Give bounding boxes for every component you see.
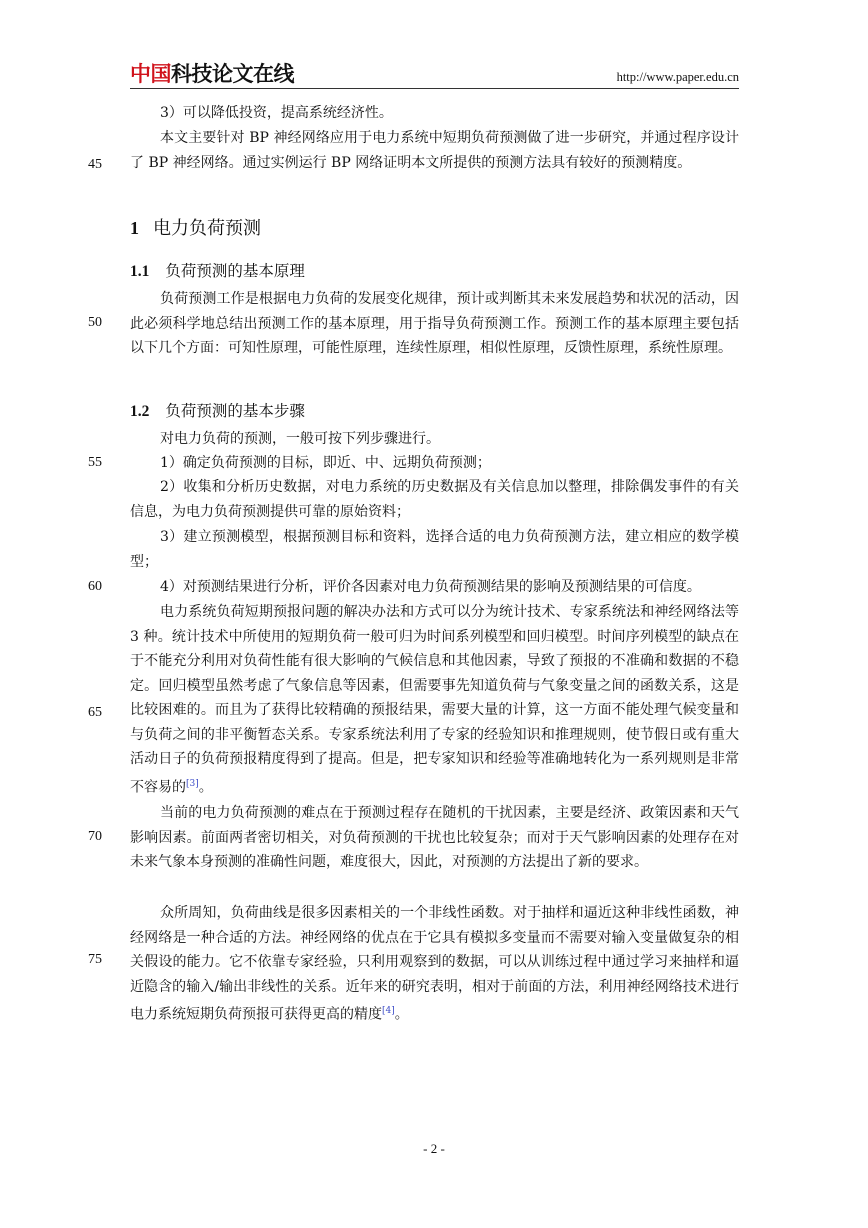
logo-red-text: 中国: [130, 62, 171, 86]
paragraph: [130, 901, 739, 1027]
page-header: [130, 62, 739, 88]
subsection-title: 负荷预测的基本步骤: [165, 402, 305, 420]
paragraph-end: 。: [198, 779, 213, 796]
list-item: 4）对预测结果进行分析，评价各因素对电力负荷预测结果的影响及预测结果的可信度。: [160, 579, 701, 595]
paragraph: 对电力负荷的预测，一般可按下列步骤进行。: [160, 431, 440, 447]
paragraph: 3）可以降低投资，提高系统经济性。: [160, 105, 393, 121]
site-logo: [130, 62, 294, 86]
citation-link[interactable]: [3]: [186, 778, 199, 789]
list-item: 2）收集和分析历史数据，对电力系统的历史数据及有关信息加以整理，排除偶发事件的有关信息，为电力负荷预测提供可靠的原始资料；: [130, 479, 739, 520]
line-number: 65: [88, 705, 102, 720]
line-number: 55: [88, 455, 102, 470]
header-url[interactable]: http://www.paper.edu.cn: [616, 70, 739, 84]
subsection-title: 负荷预测的基本原理: [165, 262, 305, 280]
citation-link[interactable]: [4]: [382, 1006, 395, 1016]
section-heading: [130, 214, 261, 240]
paragraph-end: 。: [394, 1006, 409, 1023]
line-number: 60: [88, 579, 102, 594]
section-number: 1: [130, 218, 139, 238]
page-number: - 2 -: [423, 1141, 445, 1156]
list-item: 1）确定负荷预测的目标，即近、中、远期负荷预测；: [160, 455, 491, 471]
paragraph: 当前的电力负荷预测的难点在于预测过程存在随机的干扰因素，主要是经济、政策因素和天气影响因素。前面两者密切相关，对负荷预测的干扰也比较复杂；而对于天气影响因素的处理存在对未来气象本身预测的准确性问题，难度很大，因此，对预测的方法提出了新的要求。: [130, 805, 739, 870]
subsection-number: 1.2: [130, 403, 150, 420]
line-number: 70: [88, 829, 102, 844]
subsection-heading: [130, 259, 305, 281]
paragraph-text: 电力系统负荷短期预报问题的解决办法和方式可以分为统计技术、专家系统法和神经网络法等 3 种。统计技术中所使用的短期负荷一般可归为时间系列模型和回归模型。时间序列模型的缺点在于不能充分利用对负荷性能有很大影响的气候信息和其他因素，导致了预报的不准确和数据的不稳定。回归模型虽然考虑了气象信息等因素，但需要事先知道负荷与气象变量之间的函数关系，这是比较困难的。而且为了获得比较精确的预报结果，需要大量的计算，这一方面不能处理气候变量和与负荷之间的非平衡暂态关系。专家系统法利用了专家的经验知识和推理规则，使节假日或有重大活动日子的负荷预报精度得到了提高。但是，把专家知识和经验等准确地转化为一系列规则是非常不容易的: [130, 604, 739, 796]
subsection-number: 1.1: [130, 263, 150, 280]
subsection-heading: [130, 399, 305, 421]
logo-black-text: 科技论文在线: [171, 62, 294, 86]
header-rule: [130, 88, 739, 89]
paragraph: 本文主要针对 BP 神经网络应用于电力系统中短期负荷预测做了进一步研究，并通过程序设计了 BP 神经网络。通过实例运行 BP 网络证明本文所提供的预测方法具有较好的预测精度。: [130, 130, 739, 171]
list-item: 3）建立预测模型，根据预测目标和资料，选择合适的电力负荷预测方法，建立相应的数学模型；: [130, 529, 739, 570]
paragraph: 负荷预测工作是根据电力负荷的发展变化规律，预计或判断其未来发展趋势和状况的活动，因此必须科学地总结出预测工作的基本原理，用于指导负荷预测工作。预测工作的基本原理主要包括以下几个方面：可知性原理，可能性原理，连续性原理，相似性原理，反馈性原理，系统性原理。: [130, 291, 739, 356]
section-title: 电力负荷预测: [153, 218, 261, 239]
line-number: 45: [88, 157, 102, 172]
line-number: 50: [88, 315, 102, 330]
line-number: 75: [88, 952, 102, 967]
paragraph: [130, 600, 739, 800]
paragraph-text: 众所周知，负荷曲线是很多因素相关的一个非线性函数。对于抽样和逼近这种非线性函数，神经网络是一种合适的方法。神经网络的优点在于它具有模拟多变量而不需要对输入变量做复杂的相关假设的能力。它不依靠专家经验，只利用观察到的数据，可以从训练过程中通过学习来抽样和逼近隐含的输入/输出非线性的关系。近年来的研究表明，相对于前面的方法，利用神经网络技术进行电力系统短期负荷预报可获得更高的精度: [130, 905, 739, 1023]
